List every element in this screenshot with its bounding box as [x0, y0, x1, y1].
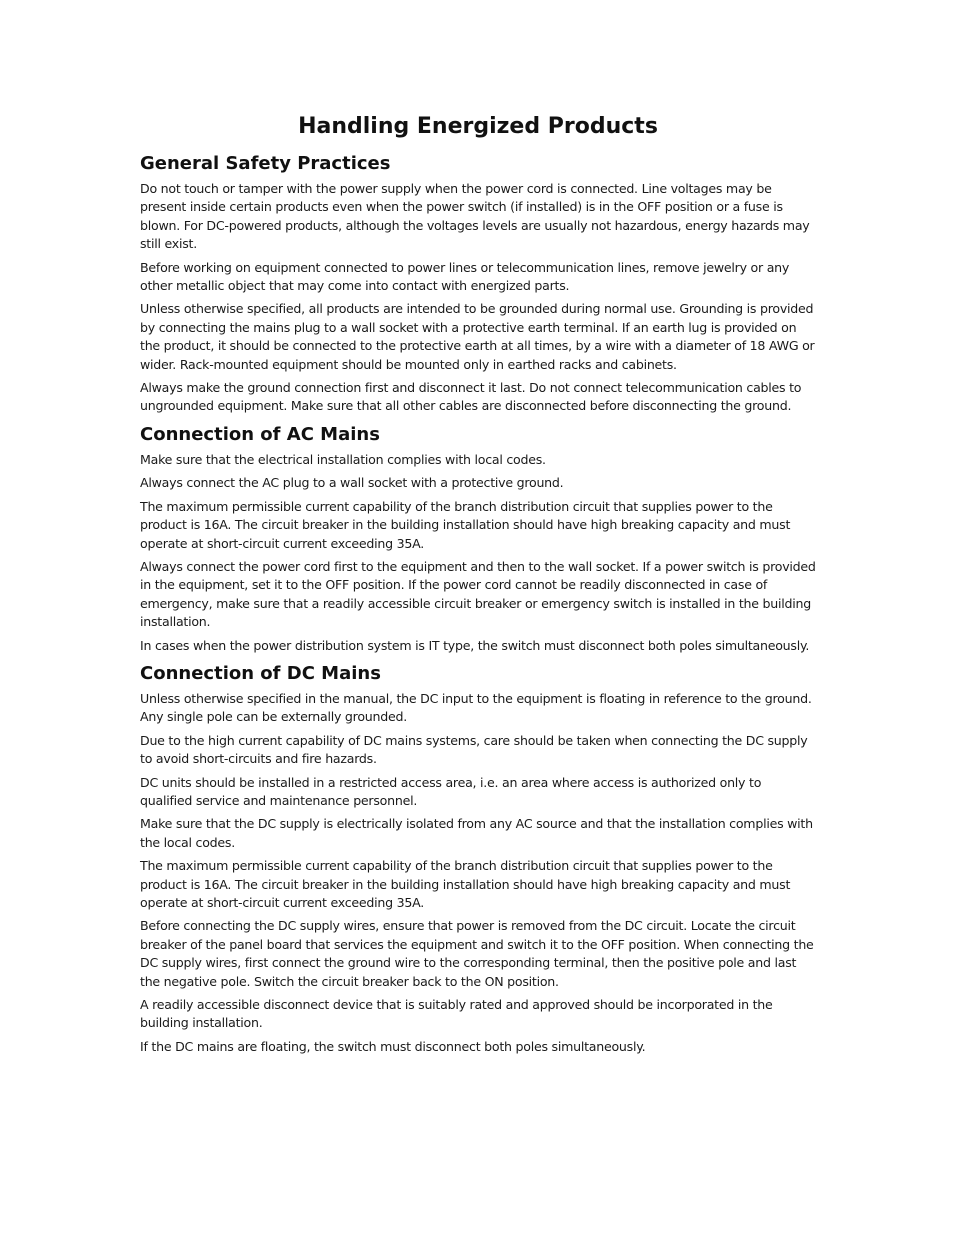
section-heading: Connection of AC Mains	[140, 423, 380, 445]
section-connection-of-dc-mains	[140, 662, 816, 1056]
paragraph: The maximum permissible current capability of the branch distribution circuit that supplies power to the product is 16A. The circuit breaker in the building installation should have high breaking capacity and must operate at short-circuit current exceeding 35A.	[140, 858, 791, 910]
paragraph: If the DC mains are floating, the switch must disconnect both poles simultaneously.	[140, 1038, 646, 1054]
paragraph: A readily accessible disconnect device that is suitably rated and approved should be incorporated in the building installation.	[140, 997, 773, 1031]
paragraph: Do not touch or tamper with the power supply when the power cord is connected. Line voltages may be present inside certain products even when the power switch (if installed) is in the OFF position or a fuse is blown. For DC-powered products, although the voltages levels are usually not hazardous, energy hazards may still exist.	[140, 181, 810, 252]
paragraph: Always connect the power cord first to the equipment and then to the wall socket. If a power switch is provided in the equipment, set it to the OFF position. If the power cord cannot be readily disconnected in case of emergency, make sure that a readily accessible circuit breaker or emergency switch is installed in the building installation.	[140, 558, 816, 630]
section-general-safety-practices	[140, 152, 816, 416]
paragraph: Unless otherwise specified, all products are intended to be grounded during normal use. Grounding is provided by connecting the mains plug to a wall socket with a protective earth terminal. If an earth lug is provided on the product, it should be connected to the protective earth at all times, by a wire with a diameter of 18 AWG or wider. Rack-mounted equipment should be mounted only in earthed racks and cabinets.	[140, 301, 815, 372]
paragraph: Due to the high current capability of DC mains systems, care should be taken when connecting the DC supply to avoid short-circuits and fire hazards.	[140, 732, 808, 767]
section-heading: General Safety Practices	[140, 153, 391, 174]
paragraph: Make sure that the DC supply is electrically isolated from any AC source and that the installation complies with the local codes.	[140, 816, 813, 850]
paragraph: Make sure that the electrical installation complies with local codes.	[140, 451, 546, 467]
paragraph: The maximum permissible current capability of the branch distribution circuit that supplies power to the product is 16A. The circuit breaker in the building installation should have high breaking capacity and must operate at short-circuit current exceeding 35A.	[140, 498, 791, 551]
paragraph: DC units should be installed in a restricted access area, i.e. an area where access is authorized only to qualified service and maintenance personnel.	[140, 774, 762, 808]
document-page	[140, 112, 816, 1063]
paragraph: Always make the ground connection first and disconnect it last. Do not connect telecommunication cables to ungrounded equipment. Make sure that all other cables are disconnected before disconnecting the ground.	[140, 380, 802, 414]
paragraph: Before working on equipment connected to power lines or telecommunication lines, remove jewelry or any other metallic object that may come into contact with energized parts.	[140, 259, 790, 294]
paragraph: Before connecting the DC supply wires, ensure that power is removed from the DC circuit. Locate the circuit breaker of the panel board that services the equipment and switch it to the OFF position. When connecting the DC supply wires, first connect the ground wire to the corresponding terminal, then the positive pole and last the negative pole. Switch the circuit breaker back to the ON position.	[140, 918, 814, 989]
section-heading: Connection of DC Mains	[140, 662, 381, 684]
paragraph: In cases when the power distribution system is IT type, the switch must disconnect both poles simultaneously.	[140, 637, 810, 653]
section-connection-of-ac-mains	[140, 423, 816, 655]
paragraph: Always connect the AC plug to a wall socket with a protective ground.	[140, 475, 564, 491]
page-title: Handling Energized Products	[298, 114, 658, 139]
paragraph: Unless otherwise specified in the manual, the DC input to the equipment is floating in reference to the ground. Any single pole can be externally grounded.	[140, 690, 812, 725]
